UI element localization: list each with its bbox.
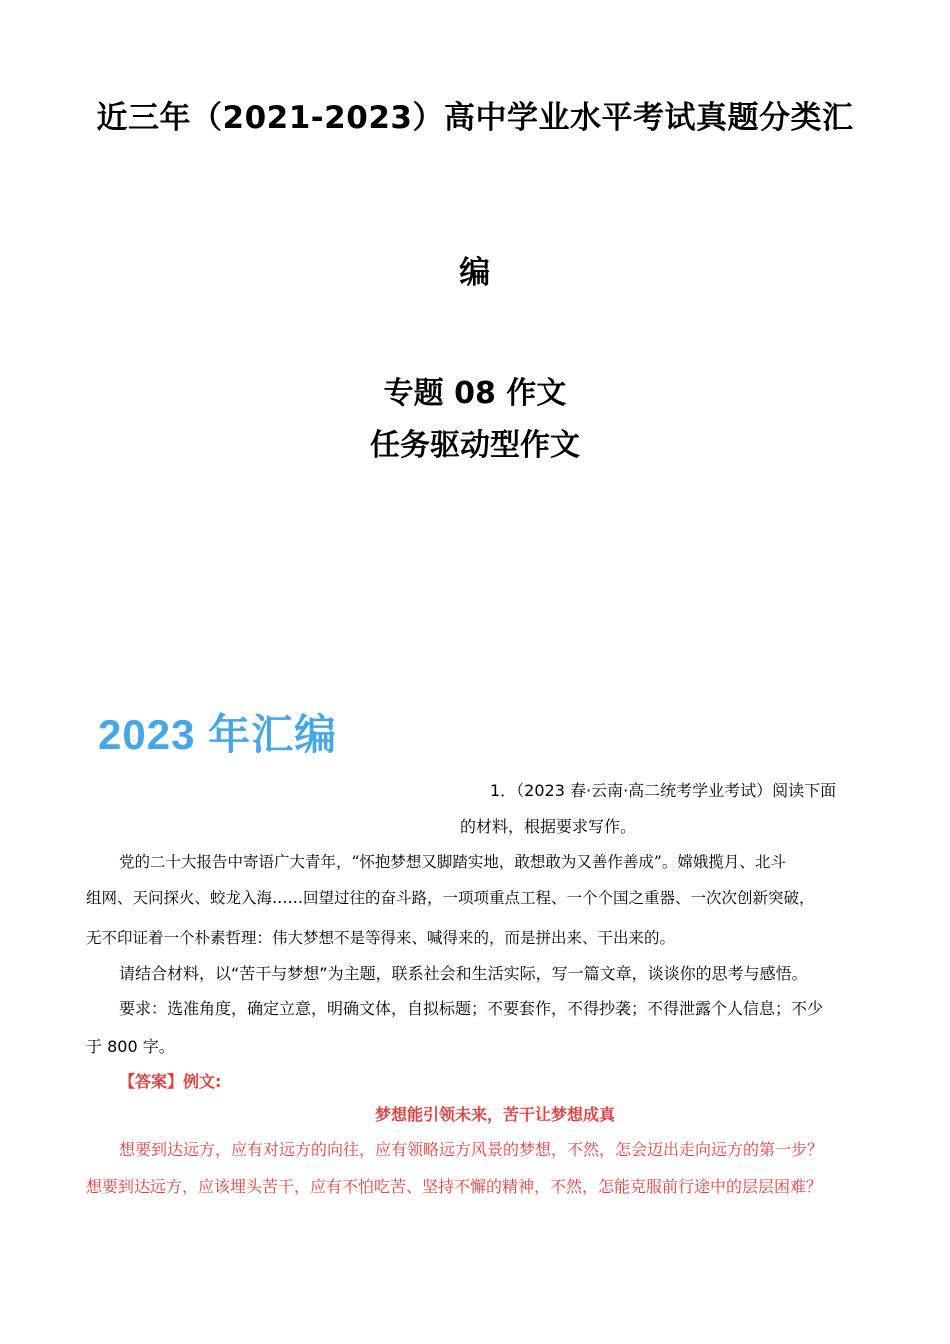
requirements-line2: 于 800 字。 — [86, 1037, 175, 1056]
material-line1: 党的二十大报告中寄语广大青年，“怀抱梦想又脚踏实地，敢想敢为又善作善成”。嫦娥揽月、北斗 — [119, 853, 786, 871]
material-line2: 组网、天问探火、蛟龙入海……回望过往的奋斗路，一项项重点工程、一个个国之重器、一次次创新突破， — [86, 889, 815, 907]
essay-title: 梦想能引领未来，苦干让梦想成真 — [374, 1105, 615, 1124]
task-instruction: 请结合材料，以“苦干与梦想”为主题，联系社会和生活实际，写一篇文章，谈谈你的思考与感悟。 — [119, 964, 808, 983]
question-source-line2: 的材料，根据要求写作。 — [460, 817, 637, 836]
requirements-line1: 要求：选准角度，确定立意，明确文体，自拟标题；不要套作，不得抄袭；不得泄露个人信息；不少 — [119, 999, 824, 1018]
answer-label: 【答案】例文: — [119, 1072, 222, 1091]
topic-heading: 专题 08 作文 — [383, 376, 567, 411]
essay-body-line2: 想要到达远方，应该埋头苦干，应有不怕吃苦、坚持不懈的精神，不然，怎能克服前行途中的层层困难？ — [86, 1177, 823, 1196]
subtopic-heading: 任务驱动型作文 — [370, 428, 580, 463]
year-section-banner: 2023 年汇编 — [98, 711, 338, 758]
essay-body-line1: 想要到达远方，应有对远方的向往，应有领略远方风景的梦想，不然，怎会迈出走向远方的第一步？ — [119, 1140, 824, 1159]
question-source-line1: 1．（2023 春·云南·高二统考学业考试）阅读下面 — [490, 781, 837, 800]
document-title-line2: 编 — [459, 255, 491, 291]
document-title-line1: 近三年（2021-2023）高中学业水平考试真题分类汇 — [96, 100, 854, 136]
material-line3: 无不印证着一个朴素哲理：伟大梦想不是等得来、喊得来的，而是拼出来、干出来的。 — [86, 929, 676, 947]
